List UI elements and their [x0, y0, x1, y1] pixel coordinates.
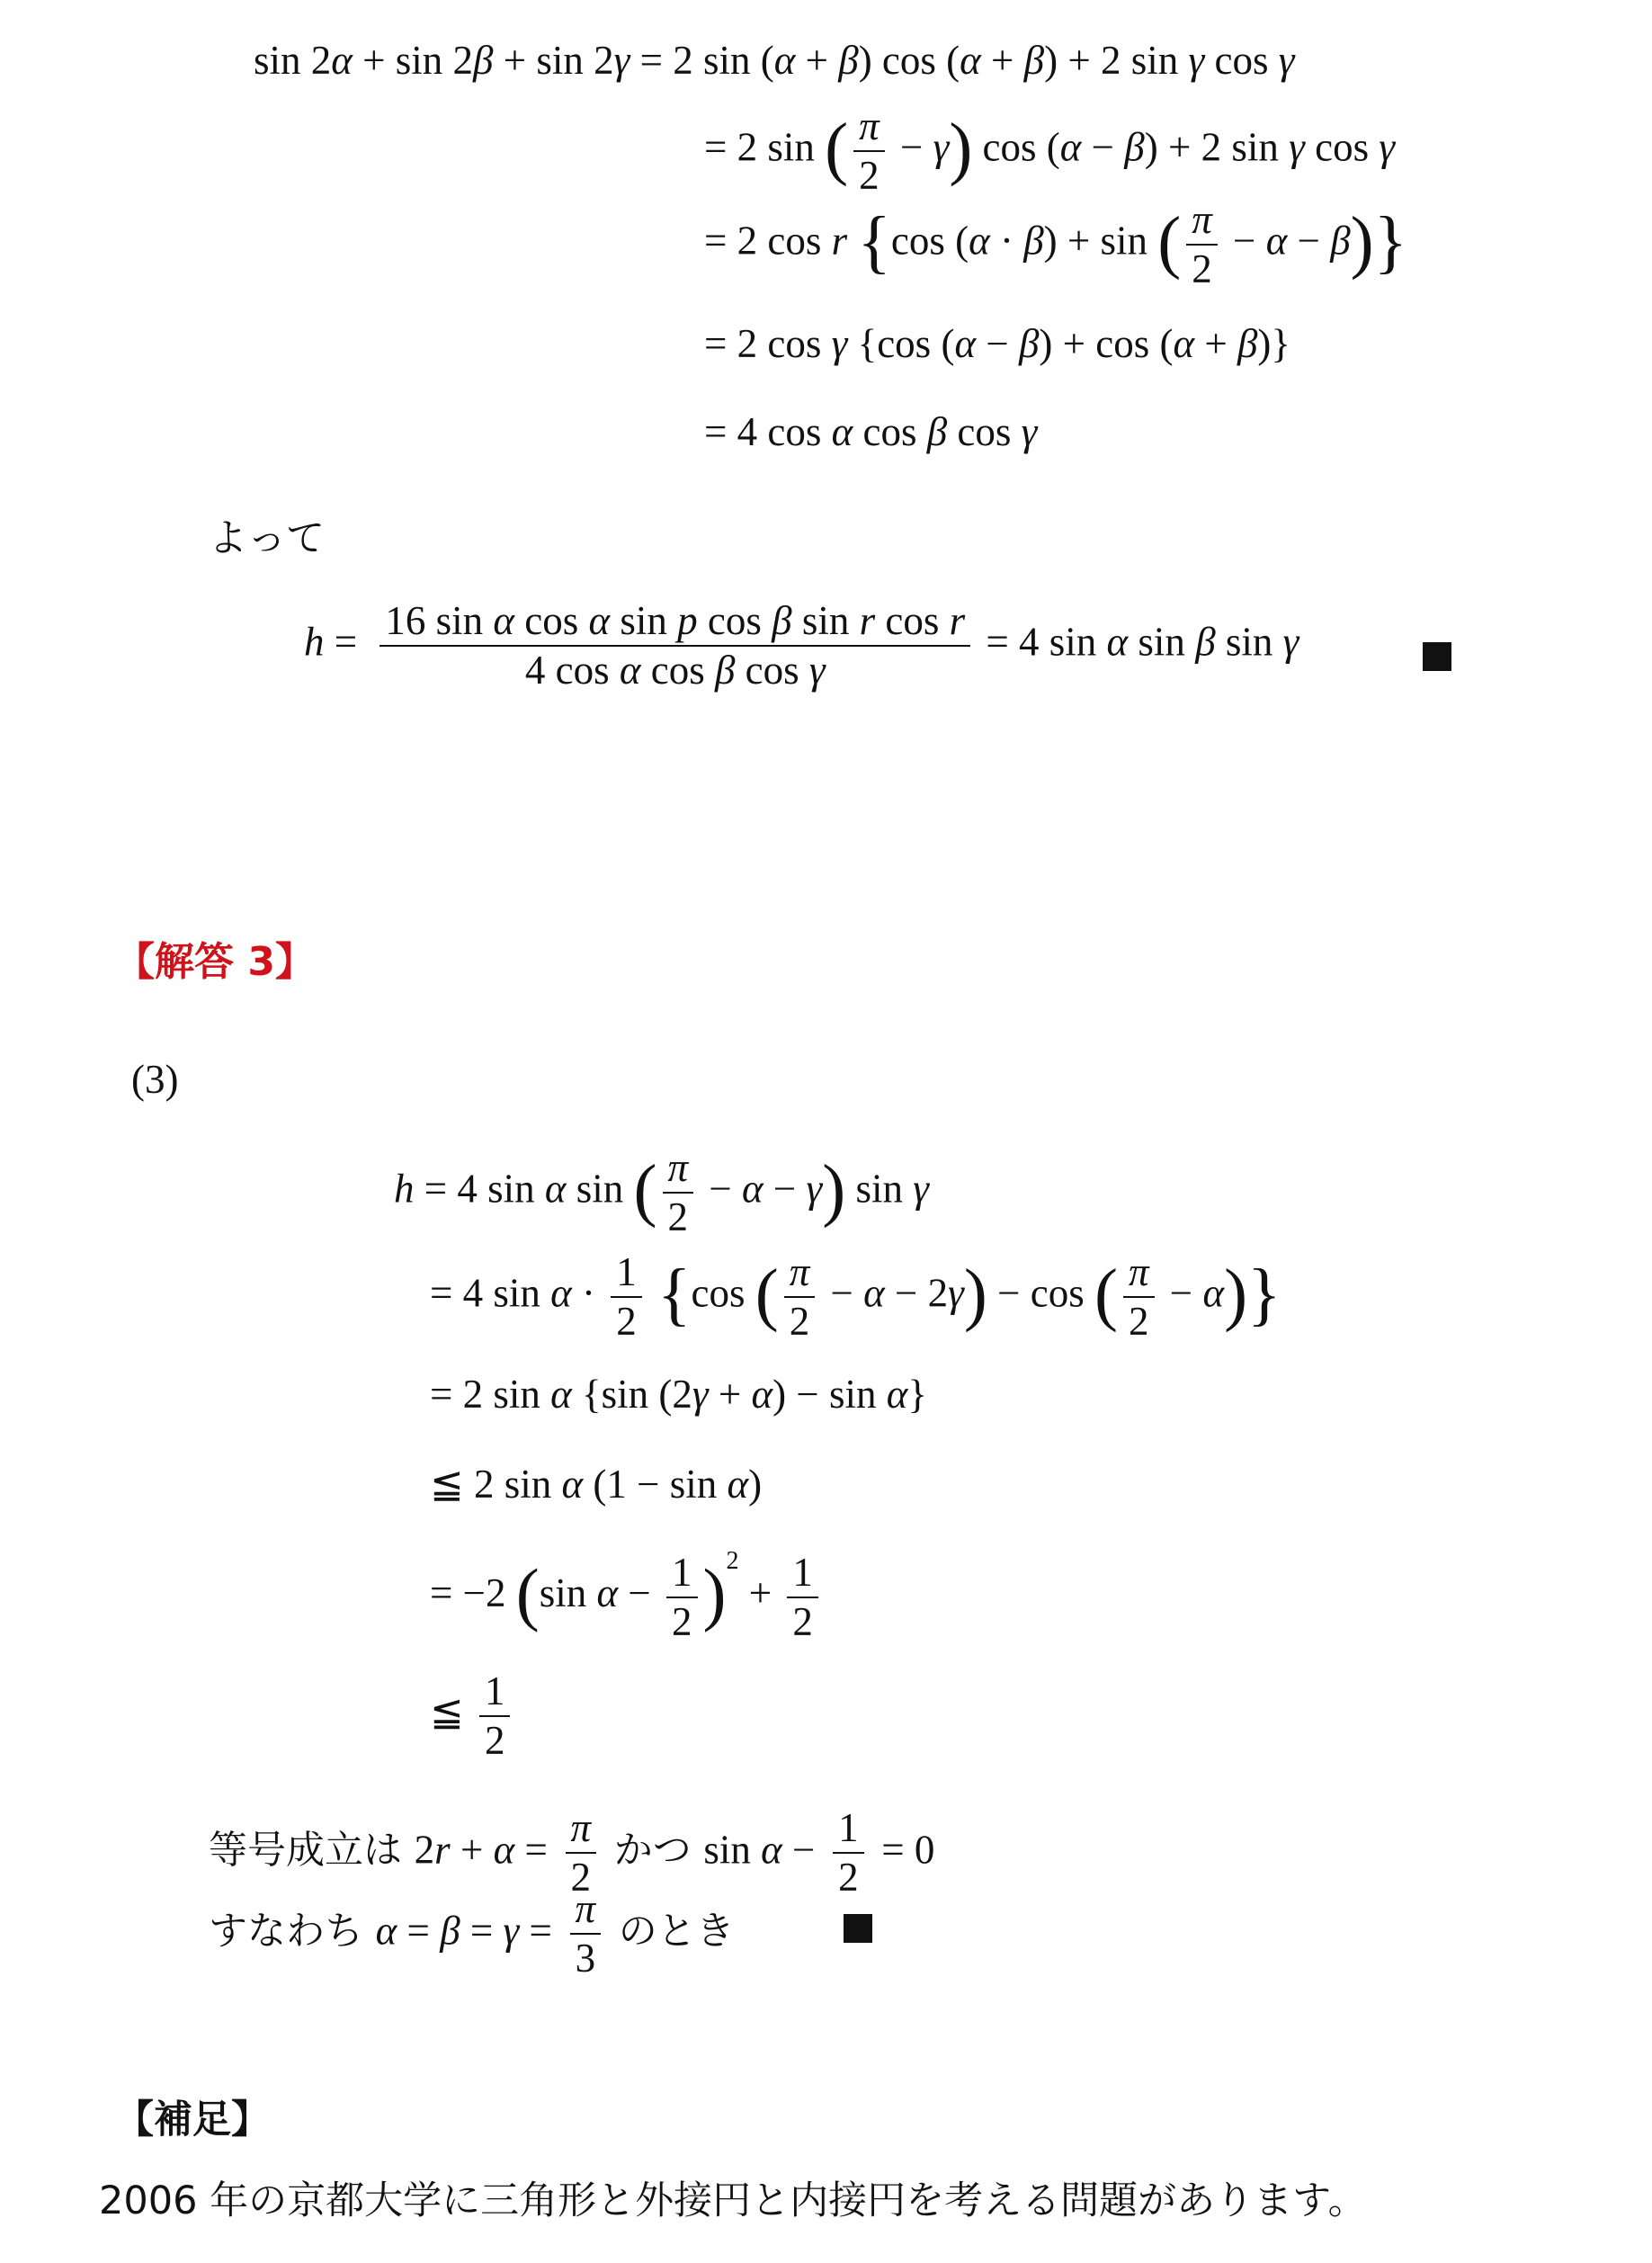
supplement-heading: 【補足】 — [115, 2098, 270, 2142]
equality-line: 等号成立は 2r + α = $\frac{\pi}{2}$ かつ sin α − $\frac{1}{2}$ = 0 — [209, 1805, 935, 1900]
answer-heading: 【解答 3】 — [115, 939, 315, 985]
conclusion-line: すなわち α = β = γ = $\frac{\pi}{3}$ のとき — [209, 1886, 735, 1981]
step-5: = −2 (sin α − $\frac{1}{2}$ )$^2$ + $\frac{1}{2}$ — [430, 1549, 824, 1642]
part-label: (3) — [131, 1057, 179, 1102]
equation-line-5: = 4 cos α cos β cos γ — [704, 409, 1038, 454]
step-3: = 2 sin α {sin (2γ + α) − sin α} — [430, 1372, 928, 1417]
step-6: ≦ $\frac{1}{2}$ — [430, 1671, 515, 1761]
step-4: ≦ 2 sin α (1 − sin α) — [430, 1462, 763, 1507]
step-1: h = 4 sin α sin ( $\frac{\pi}{2}$ − α − γ) sin γ — [394, 1145, 929, 1239]
step-2: = 4 sin α · $\frac{1}{2}$ {cos ( $\frac{\pi}{2}$ − α − 2γ) − cos ( $\frac{\pi}{2}$ − α)} — [430, 1249, 1281, 1344]
equation-line-4: = 2 cos γ {cos (α − β) + cos (α + β)} — [704, 321, 1290, 366]
yotte-text: よって — [209, 516, 325, 561]
h-equation: h = $\frac{\text{16 sin α cos α sin p cos β sin r cos r}}{\text{4 cos α cos β cos γ}}$ = 4 sin α sin β sin γ — [304, 598, 1299, 693]
qed-mark-2 — [844, 1914, 872, 1943]
equation-line-3: = 2 cos r {cos (α · β) + sin ( $\frac{\pi}{2}$ − α − β)} — [704, 197, 1408, 291]
equation-line-1: sin 2α + sin 2β + sin 2γ = 2 sin (α + β) cos (α + β) + 2 sin γ cos γ — [254, 38, 1295, 83]
qed-mark-1 — [1423, 642, 1451, 671]
equation-line-2: = 2 sin ( $\frac{\pi}{2}$ − γ) cos (α − β) + 2 sin γ cos γ — [704, 103, 1396, 198]
supplement-text: 2006 年の京都大学に三角形と外接円と内接円を考える問題があります。 — [99, 2178, 1367, 2223]
